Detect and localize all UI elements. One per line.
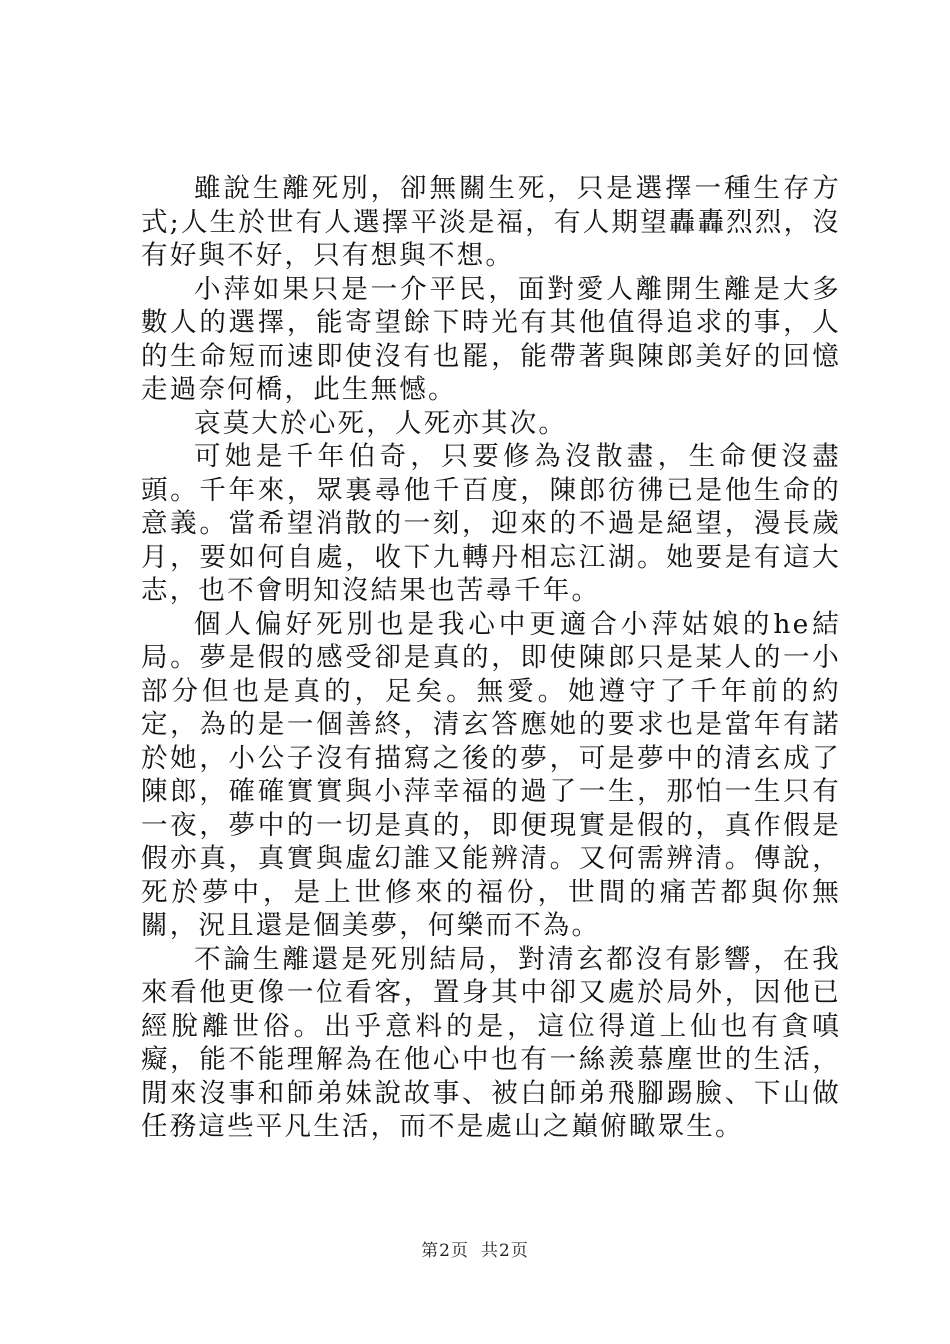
paragraph-4: 可她是千年伯奇，只要修為沒散盡，生命便沒盡頭。千年來，眾裏尋他千百度，陳郎彷彿已是他生命的意義。當希望消散的一刻，迎來的不過是絕望，漫長歲月，要如何自處，收下九轉丹相忘江湖。她要是有這大志，也不會明知沒結果也苦尋千年。 [141,441,841,606]
paragraph-1: 雖說生離死別，卻無關生死，只是選擇一種生存方式;人生於世有人選擇平淡是福，有人期望轟轟烈烈，沒有好與不好，只有想與不想。 [141,173,841,271]
page-footer [0,1240,950,1262]
page-total: 共2页 [481,1241,529,1261]
paragraph-2: 小萍如果只是一介平民，面對愛人離開生離是大多數人的選擇，能寄望餘下時光有其他值得追求的事，人的生命短而速即使沒有也罷，能帶著與陳郎美好的回憶走過奈何橋，此生無憾。 [141,273,841,405]
page-number: 第2页 [421,1241,469,1261]
paragraph-3: 哀莫大於心死，人死亦其次。 [194,407,568,439]
paragraph-6: 不論生離還是死別結局，對清玄都沒有影響，在我來看他更像一位看客，置身其中卻又處於局外，因他已經脫離世俗。出乎意料的是，這位得道上仙也有貪嗔癡，能不能理解為在他心中也有一絲羨慕塵世的生活，閒來沒事和師弟妹說故事、被白師弟飛腳踢臉、下山做任務這些平凡生活，而不是處山之巔俯瞰眾生。 [141,943,841,1142]
article-body [141,172,841,1144]
paragraph-5: 個人偏好死別也是我心中更適合小萍姑娘的he結局。夢是假的感受卻是真的，即使陳郎只是某人的一小部分但也是真的，足矣。無愛。她遵守了千年前的約定，為的是一個善終，清玄答應她的要求也是當年有諾於她，小公子沒有描寫之後的夢，可是夢中的清玄成了陳郎，確確實實與小萍幸福的過了一生，那怕一生只有一夜，夢中的一切是真的，即便現實是假的，真作假是假亦真，真實與虛幻誰又能辨清。又何需辨清。傳說，死於夢中，是上世修來的福份，世間的痛苦都與你無關，況且還是個美夢，何樂而不為。 [141,608,841,941]
